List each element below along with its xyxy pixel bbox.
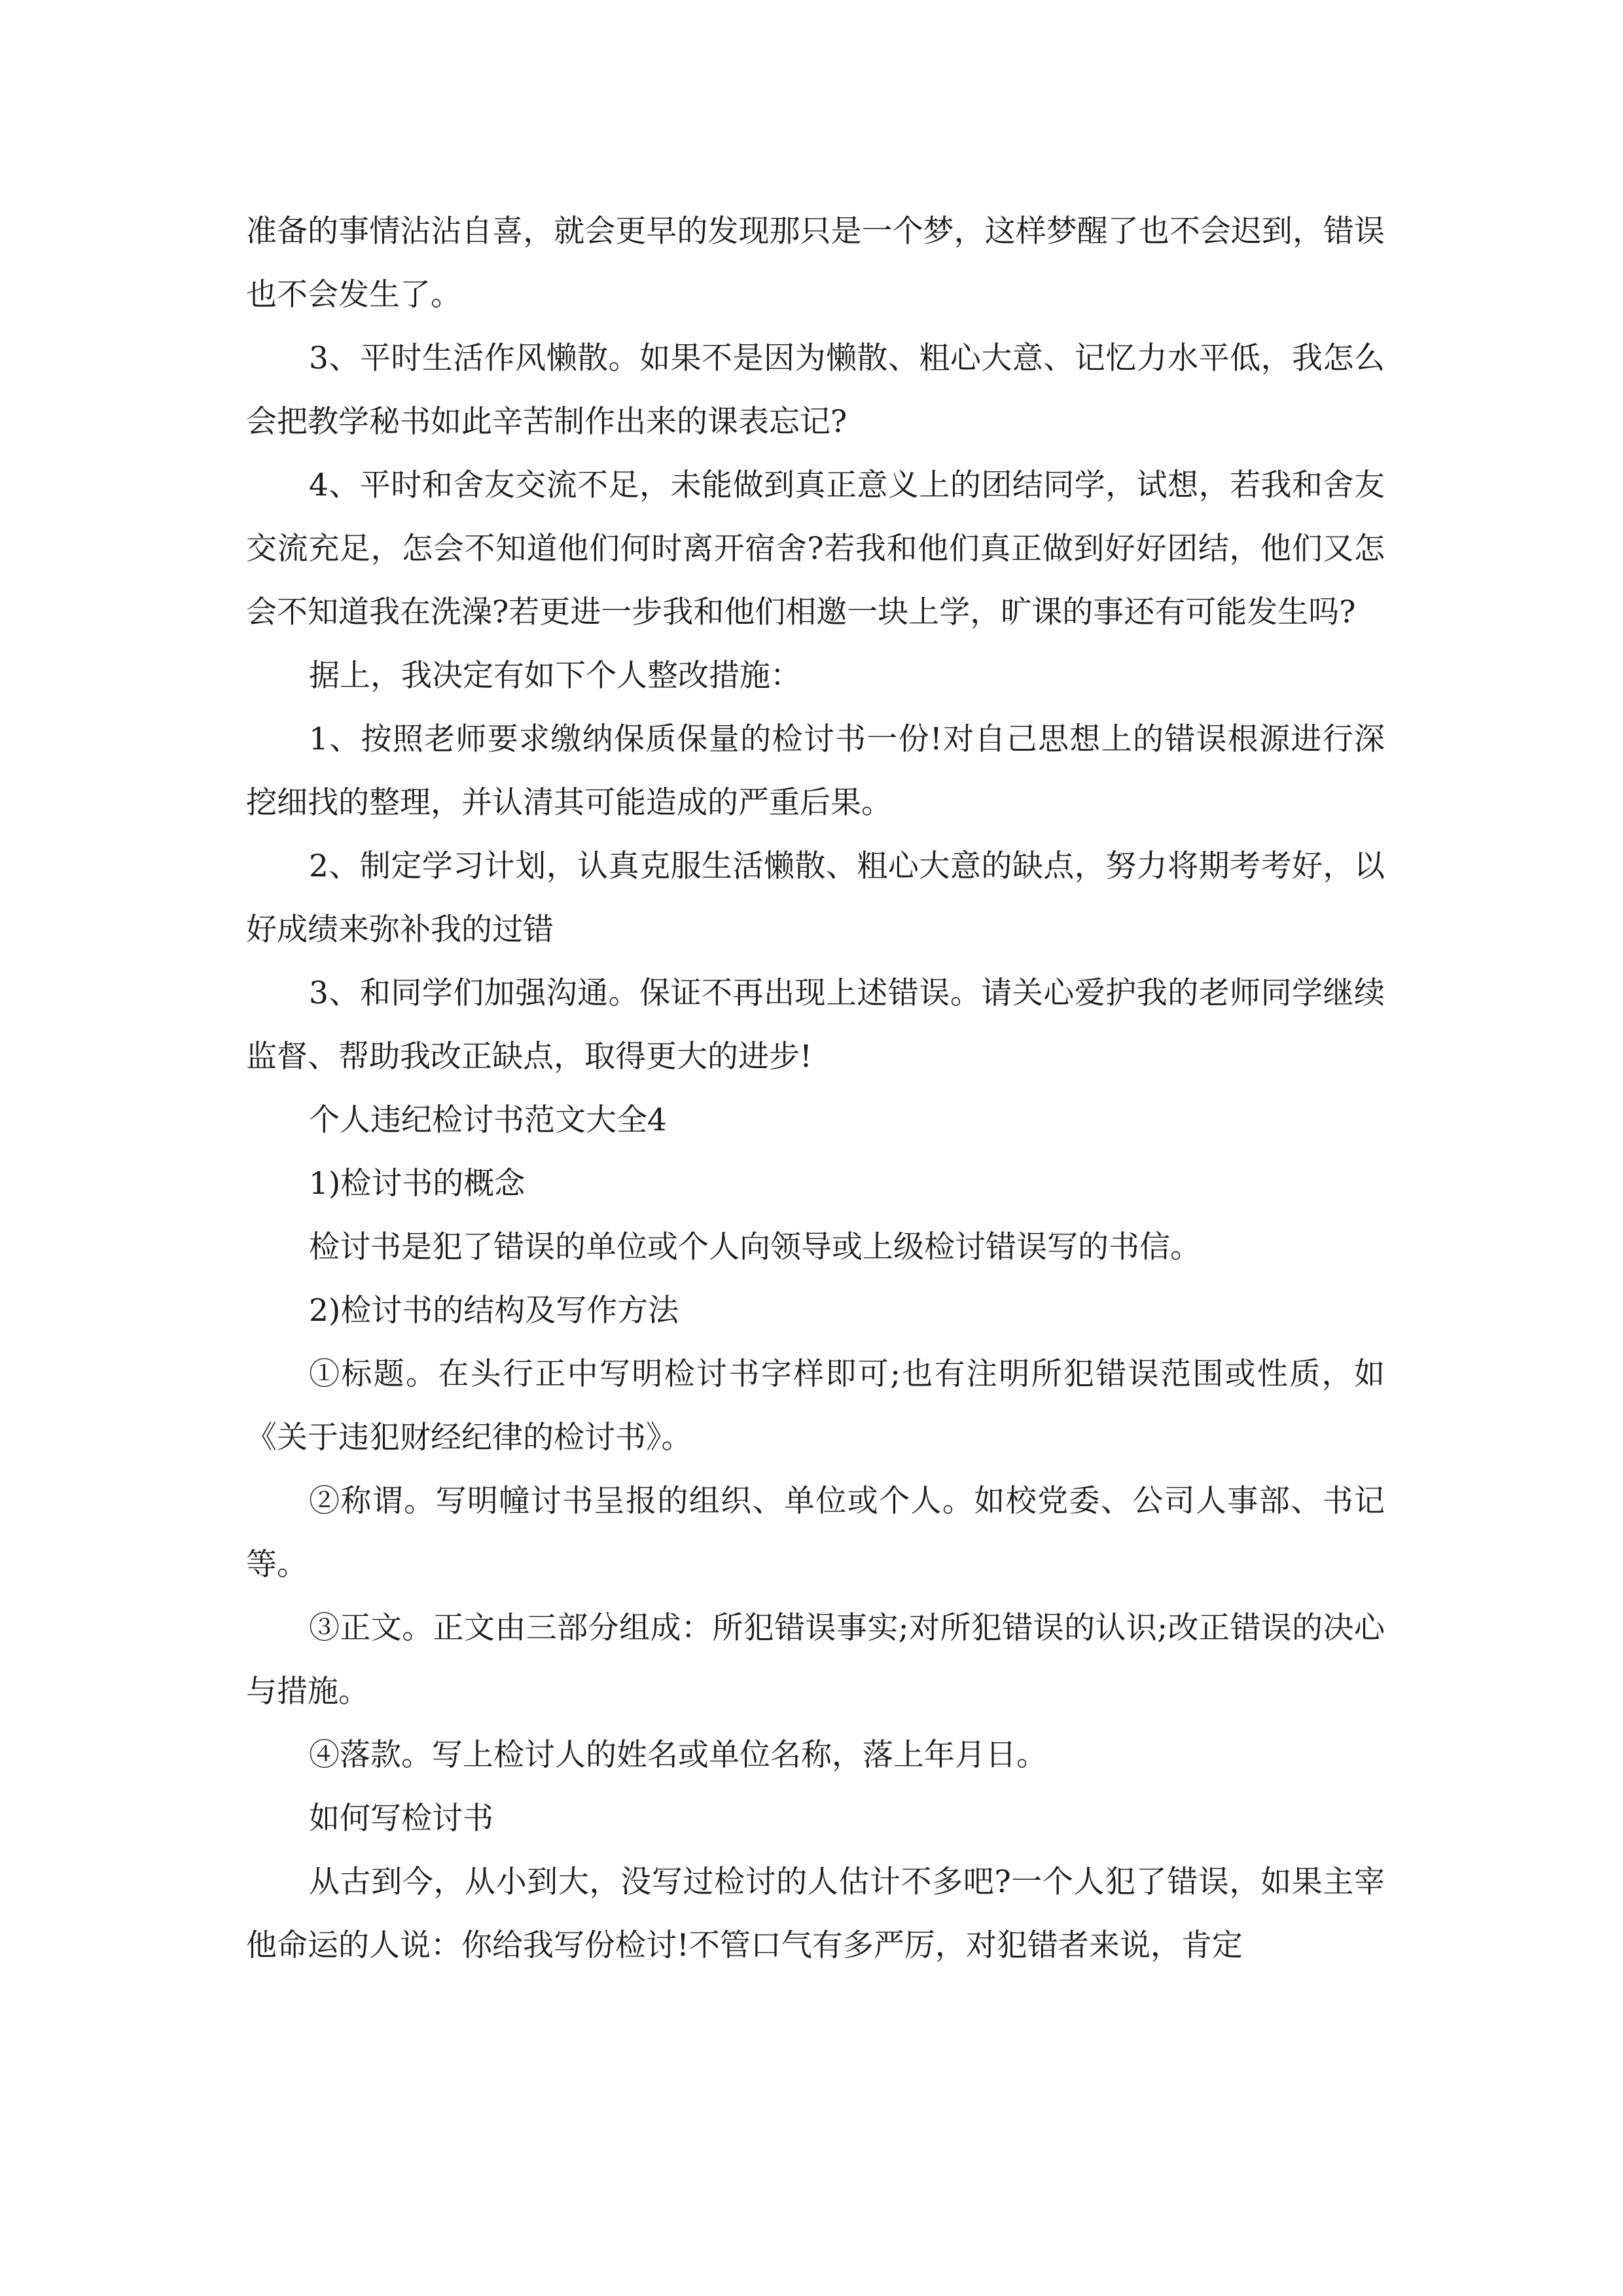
paragraph: 准备的事情沾沾自喜，就会更早的发现那只是一个梦，这样梦醒了也不会迟到，错误也不会发生了。 xyxy=(246,213,1385,313)
paragraph: 据上，我决定有如下个人整改措施： xyxy=(309,658,801,694)
paragraph: 3、平时生活作风懒散。如果不是因为懒散、粗心大意、记忆力水平低，我怎么会把教学秘书如此辛苦制作出来的课表忘记? xyxy=(246,340,1385,440)
subheading: 如何写检讨书 xyxy=(309,1801,493,1837)
paragraph: 从古到今，从小到大，没写过检讨的人估计不多吧?一个人犯了错误，如果主宰他命运的人说：你给我写份检讨!不管口气有多严厉，对犯错者来说，肯定 xyxy=(246,1864,1385,1964)
paragraph: ④落款。写上检讨人的姓名或单位名称，落上年月日。 xyxy=(309,1737,1047,1773)
paragraph: 4、平时和舍友交流不足，未能做到真正意义上的团结同学，试想，若我和舍友交流充足，怎会不知道他们何时离开宿舍?若我和他们真正做到好好团结，他们又怎会不知道我在洗澡?若更进一步我和他们相邀一块上学，旷课的事还有可能发生吗? xyxy=(246,467,1385,630)
document-body xyxy=(246,200,1385,1977)
section-heading: 个人违纪检讨书范文大全4 xyxy=(309,1102,667,1138)
paragraph: ③正文。正文由三部分组成：所犯错误事实;对所犯错误的认识;改正错误的决心与措施。 xyxy=(246,1610,1385,1710)
paragraph: 2、制定学习计划，认真克服生活懒散、粗心大意的缺点，努力将期考考好，以好成绩来弥补我的过错 xyxy=(246,848,1385,948)
subheading: 2)检讨书的结构及写作方法 xyxy=(309,1293,679,1329)
paragraph: 1、按照老师要求缴纳保质保量的检讨书一份!对自己思想上的错误根源进行深挖细找的整理，并认清其可能造成的严重后果。 xyxy=(246,721,1385,821)
paragraph: ①标题。在头行正中写明检讨书字样即可;也有注明所犯错误范围或性质，如《关于违犯财经纪律的检讨书》。 xyxy=(246,1356,1385,1456)
paragraph: 检讨书是犯了错误的单位或个人向领导或上级检讨错误写的书信。 xyxy=(309,1229,1201,1265)
paragraph: 3、和同学们加强沟通。保证不再出现上述错误。请关心爱护我的老师同学继续监督、帮助我改正缺点，取得更大的进步! xyxy=(246,975,1385,1075)
subheading: 1)检讨书的概念 xyxy=(309,1166,526,1202)
paragraph: ②称谓。写明幢讨书呈报的组织、单位或个人。如校党委、公司人事部、书记等。 xyxy=(246,1483,1385,1583)
